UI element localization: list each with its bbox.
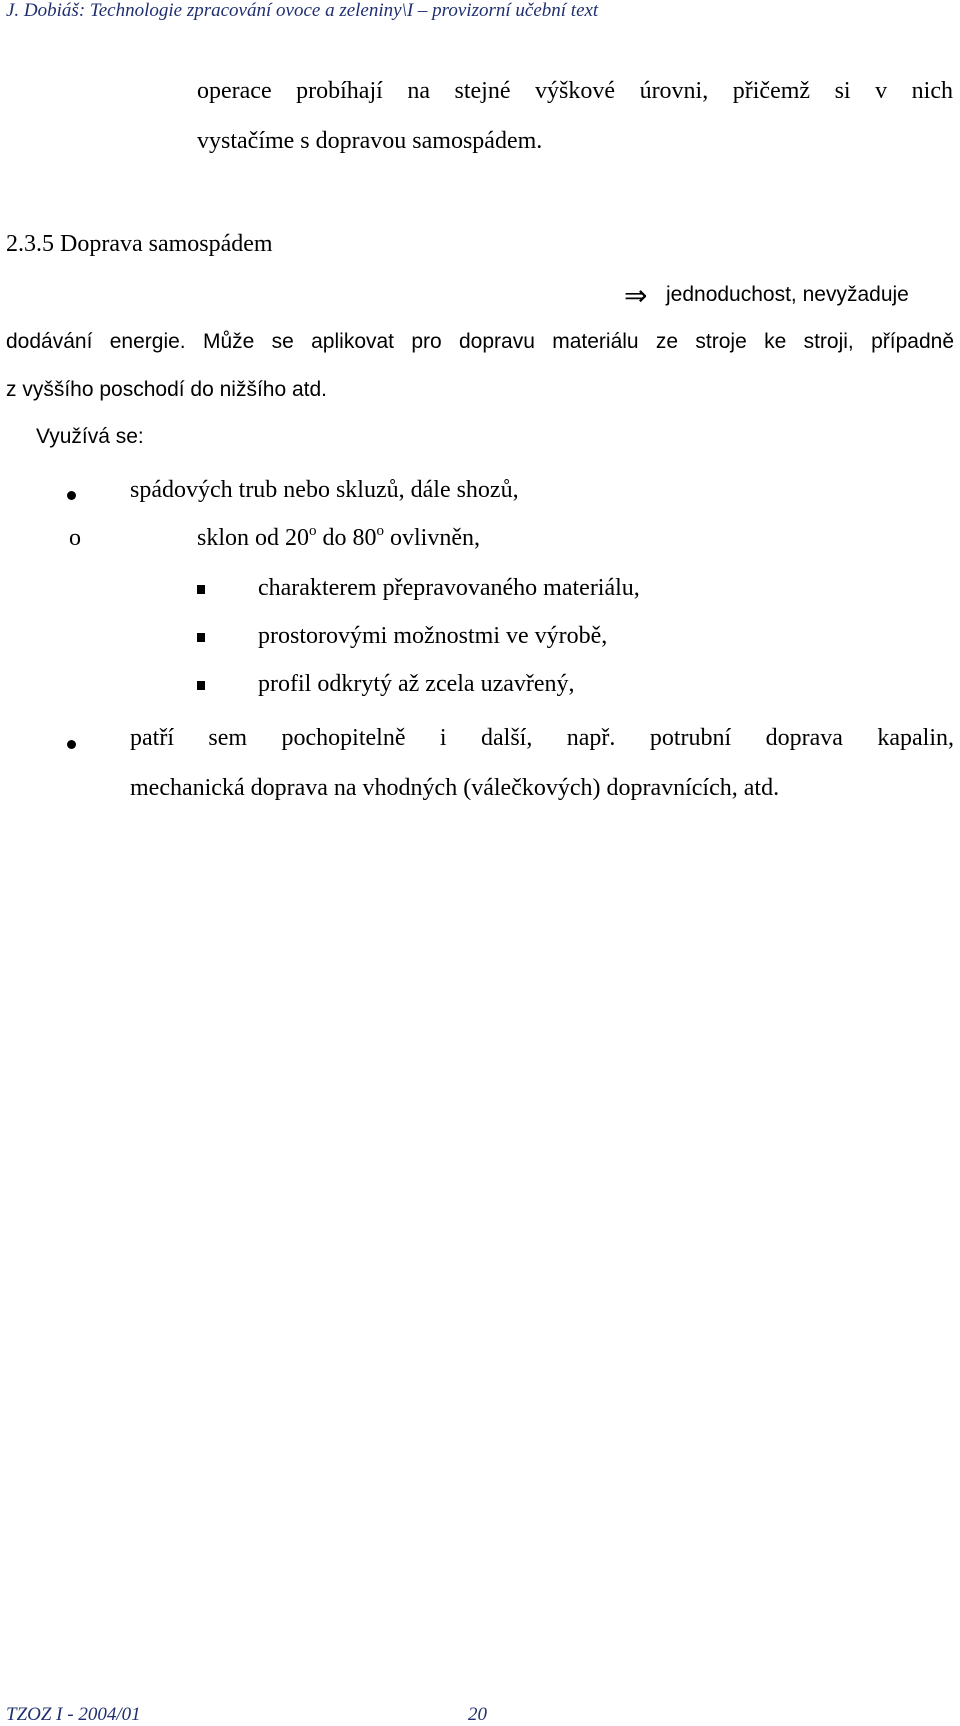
square-bullet-icon (197, 585, 205, 594)
sub-bullet-marker: o (69, 525, 81, 551)
paragraph-line-2: dodávání energie. Může se aplikovat pro dopravu materiálu ze stroje ke stroji, případně (6, 330, 954, 353)
bullet-dot-icon (67, 740, 76, 749)
slope-text-b: do 80 (316, 525, 377, 551)
footer-doc-id: TZOZ I - 2004/01 (6, 1704, 141, 1725)
intro-line-2: vystačíme s dopravou samospádem. (197, 128, 543, 154)
degree-sup-1: o (309, 523, 317, 539)
slope-text-c: ovlivněn, (384, 525, 481, 551)
paragraph-line-1-b: jednoduchost, nevyžaduje (666, 283, 909, 306)
intro-line-1: operace probíhají na stejné výškové úrovni, přičemž si v nich (197, 78, 953, 104)
paragraph-line-3: z vyššího poschodí do nižšího atd. (6, 378, 328, 401)
page-number: 20 (468, 1704, 487, 1725)
uses-label: Využívá se: (36, 425, 144, 448)
subsub-item-1: charakterem přepravovaného materiálu, (258, 575, 640, 601)
section-heading: 2.3.5 Doprava samospádem (6, 231, 273, 257)
sub-bullet-item (197, 525, 480, 552)
bullet-item-2-line-2: mechanická doprava na vhodných (válečkových) dopravnících, atd. (130, 775, 780, 801)
square-bullet-icon (197, 681, 205, 690)
implies-arrow-icon: ⇒ (624, 279, 648, 312)
bullet-item-1: spádových trub nebo skluzů, dále shozů, (130, 477, 519, 503)
bullet-dot-icon (67, 491, 76, 500)
bullet-item-2-line-1: patří sem pochopitelně i další, např. potrubní doprava kapalin, (130, 725, 954, 751)
square-bullet-icon (197, 633, 205, 642)
subsub-item-2: prostorovými možnostmi ve výrobě, (258, 623, 608, 649)
running-header: J. Dobiáš: Technologie zpracování ovoce a zeleniny\I – provizorní učební text (6, 0, 599, 21)
subsub-item-3: profil odkrytý až zcela uzavřený, (258, 671, 575, 697)
slope-text-a: sklon od 20 (197, 525, 310, 551)
degree-sup-2: o (376, 523, 385, 539)
paragraph-line-1-a (36, 283, 512, 307)
